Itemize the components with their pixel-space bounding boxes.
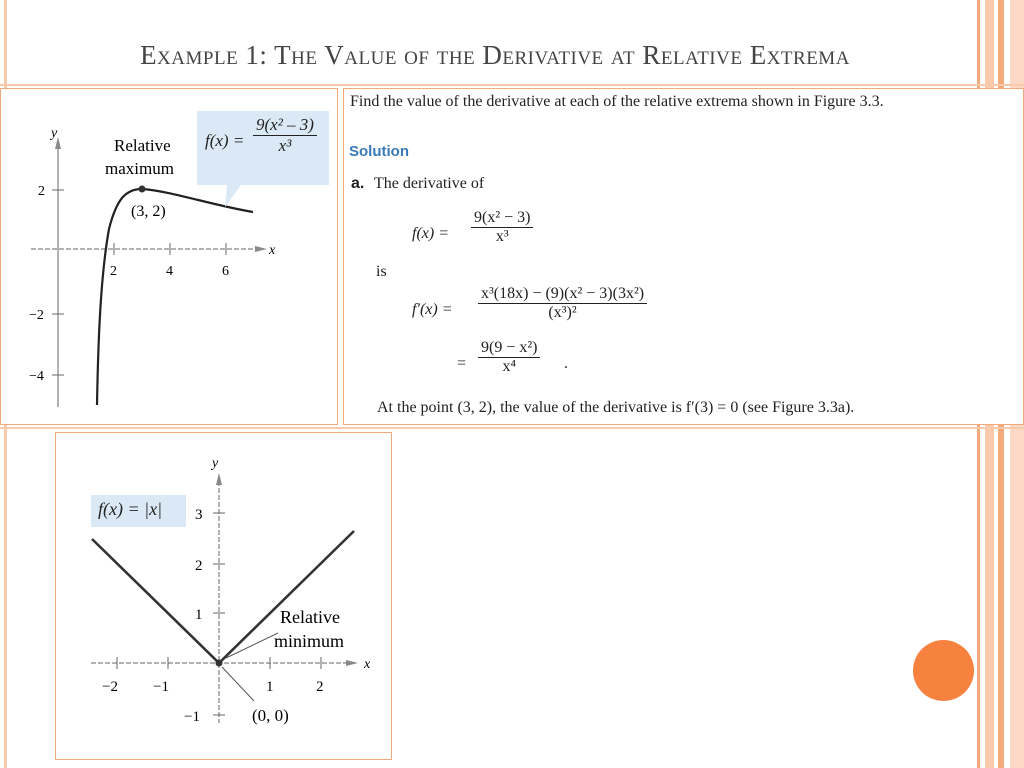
- x-axis-label: x: [269, 243, 276, 258]
- fp-fraction: [478, 285, 647, 322]
- func-a-numerator: 9(x² – 3): [256, 115, 314, 134]
- figure-b-graph: [56, 433, 391, 759]
- y-tick-label: −4: [29, 369, 44, 384]
- y-tick-label: 2: [38, 184, 45, 199]
- fp-denominator: (x³)²: [478, 303, 647, 322]
- fp2-fraction: [478, 339, 540, 376]
- point-label-leader: [222, 667, 254, 701]
- y-tick-label: −2: [29, 308, 44, 323]
- problem-prompt: Find the value of the derivative at each of the relative extrema shown in Figure 3.3.: [350, 93, 884, 110]
- accent-circle: [913, 640, 974, 701]
- x-axis-label: x: [364, 657, 371, 672]
- func-a-fraction: [253, 115, 317, 156]
- x-tick-label: 4: [166, 264, 173, 279]
- header-divider: [0, 84, 1024, 86]
- x-tick-label: 2: [316, 679, 324, 695]
- f-denominator: x³: [471, 227, 533, 246]
- part-a-text: The derivative of: [374, 175, 485, 192]
- figure-a-panel: [0, 88, 338, 425]
- is-text: is: [376, 263, 387, 280]
- period: .: [564, 355, 568, 372]
- func-b-label: f(x) = |x|: [98, 499, 163, 519]
- func-a-denominator: x³: [253, 135, 317, 156]
- x-axis-arrow: [255, 246, 267, 252]
- middle-divider: [0, 427, 1024, 429]
- x-axis-arrow: [346, 660, 358, 666]
- f-numerator: 9(x² − 3): [474, 209, 531, 226]
- x-tick-label: 1: [266, 679, 274, 695]
- f-lhs: f(x) =: [412, 225, 449, 242]
- y-axis-label: y: [51, 126, 58, 141]
- fp2-numerator: 9(9 − x²): [481, 339, 538, 356]
- function-callout-pointer: [225, 185, 241, 207]
- x-tick-label: 2: [110, 264, 117, 279]
- conclusion: At the point (3, 2), the value of the derivative is f′(3) = 0 (see Figure 3.3a).: [377, 399, 855, 416]
- y-tick-label: 1: [195, 607, 203, 623]
- relative-max-label-2: maximum: [105, 159, 174, 178]
- relative-min-label-1: Relative: [280, 607, 340, 627]
- point-label: (0, 0): [252, 706, 289, 725]
- y-tick-label: −1: [184, 709, 200, 725]
- fp2-denominator: x⁴: [478, 357, 540, 376]
- x-tick-label: 6: [222, 264, 229, 279]
- figure-b-panel: [55, 432, 392, 760]
- min-label-leader: [226, 633, 278, 658]
- relative-max-label-1: Relative: [114, 136, 171, 155]
- y-axis-arrow: [216, 473, 222, 485]
- y-axis-label: y: [212, 456, 219, 471]
- eq2-sign: =: [457, 355, 467, 372]
- part-a-label: a.: [351, 175, 365, 192]
- f-fraction: [471, 209, 533, 246]
- y-tick-label: 3: [195, 507, 203, 523]
- relative-minimum-point: [216, 660, 223, 667]
- fp-lhs: f′(x) =: [412, 301, 453, 318]
- fp-numerator: x³(18x) − (9)(x² − 3)(3x²): [481, 285, 645, 302]
- function-curve: [97, 189, 253, 405]
- x-tick-label: −1: [153, 679, 169, 695]
- point-label: (3, 2): [131, 203, 166, 220]
- relative-min-label-2: minimum: [274, 631, 345, 651]
- solution-heading: Solution: [349, 143, 409, 160]
- func-a-lhs: f(x) =: [205, 131, 245, 150]
- relative-maximum-point: [139, 186, 146, 193]
- x-tick-label: −2: [102, 679, 118, 695]
- solution-panel: [343, 88, 1024, 425]
- slide-title: Example 1: The Value of the Derivative at Relative Extrema: [140, 40, 850, 70]
- y-tick-label: 2: [195, 558, 203, 574]
